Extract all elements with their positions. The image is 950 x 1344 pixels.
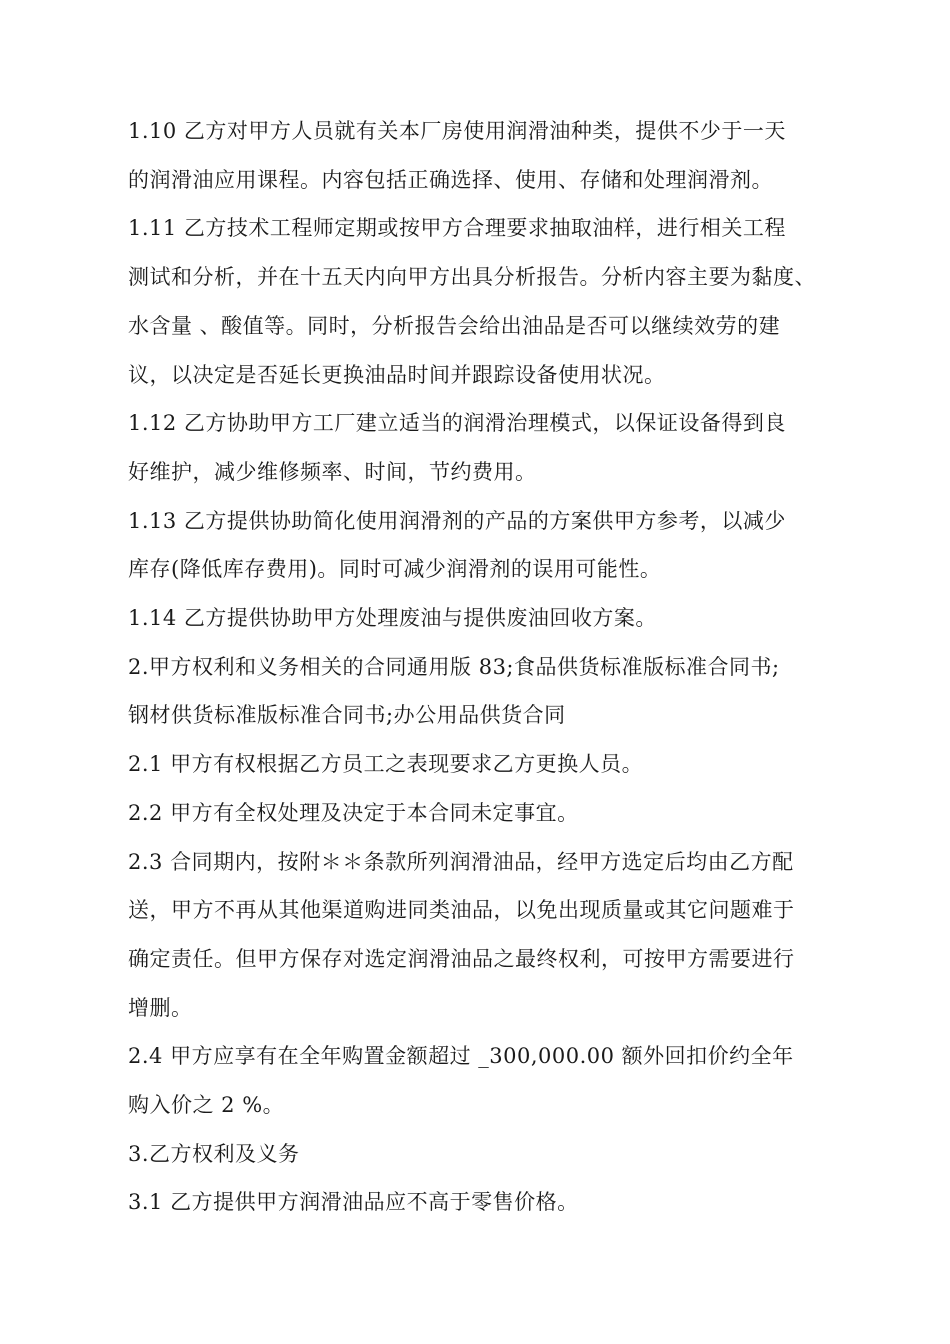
paragraph-2-4 xyxy=(128,1032,828,1129)
text-line: 购入价之 2 %。 xyxy=(128,1093,285,1118)
text-line: 1.14 乙方提供协助甲方处理废油与提供废油回收方案。 xyxy=(128,606,657,631)
text-line: 确定责任。但甲方保存对选定润滑油品之最终权利，可按甲方需要进行 xyxy=(128,946,795,971)
paragraph-2-1 xyxy=(128,740,828,789)
text-line: 议，以决定是否延长更换油品时间并跟踪设备使用状况。 xyxy=(128,362,666,387)
text-line: 的润滑油应用课程。内容包括正确选择、使用、存储和处理润滑剂。 xyxy=(128,167,773,192)
text-line: 1.10 乙方对甲方人员就有关本厂房使用润滑油种类，提供不少于一天 xyxy=(128,119,786,143)
text-line: 3.1 乙方提供甲方润滑油品应不高于零售价格。 xyxy=(128,1190,579,1215)
text-line: 1.11 乙方技术工程师定期或按甲方合理要求抽取油样，进行相关工程 xyxy=(128,216,786,241)
paragraph-3-1 xyxy=(128,1178,828,1227)
paragraph-2-3 xyxy=(128,838,828,1033)
paragraph-1-14 xyxy=(128,594,828,643)
text-line: 1.13 乙方提供协助简化使用润滑剂的产品的方案供甲方参考，以减少 xyxy=(128,508,786,533)
paragraph-1-13 xyxy=(128,497,828,594)
paragraph-1-12 xyxy=(128,399,828,496)
text-line: 2.2 甲方有全权处理及决定于本合同未定事宜。 xyxy=(128,800,579,825)
text-line: 2.3 合同期内，按附＊＊条款所列润滑油品，经甲方选定后均由乙方配 xyxy=(128,849,794,874)
text-line: 2.1 甲方有权根据乙方员工之表现要求乙方更换人员。 xyxy=(128,752,644,777)
paragraph-1-10 xyxy=(128,107,828,204)
text-line: 1.12 乙方协助甲方工厂建立适当的润滑治理模式，以保证设备得到良 xyxy=(128,411,786,436)
text-line: 2.甲方权利和义务相关的合同通用版 83;食品供货标准版标准合同书; xyxy=(128,654,780,679)
text-line: 好维护，减少维修频率、时间，节约费用。 xyxy=(128,459,537,484)
text-line: 送，甲方不再从其他渠道购进同类油品，以免出现质量或其它问题难于 xyxy=(128,898,795,923)
text-line: 2.4 甲方应享有在全年购置金额超过 _300,000.00 额外回扣价约全年 xyxy=(128,1044,794,1069)
text-line: 库存(降低库存费用)。同时可减少润滑剂的误用可能性。 xyxy=(128,557,662,582)
document-page xyxy=(128,107,828,1227)
text-line: 水含量 、酸值等。同时，分析报告会给出油品是否可以继续效劳的建 xyxy=(128,313,781,338)
text-line: 钢材供货标准版标准合同书;办公用品供货合同 xyxy=(128,703,566,728)
section-3-heading xyxy=(128,1130,828,1179)
paragraph-2-2 xyxy=(128,789,828,838)
text-line: 3.乙方权利及义务 xyxy=(128,1141,300,1166)
paragraph-1-11 xyxy=(128,204,828,399)
text-line: 测试和分析，并在十五天内向甲方出具分析报告。分析内容主要为黏度、 xyxy=(128,265,816,290)
text-line: 增删。 xyxy=(128,995,193,1020)
section-2-heading xyxy=(128,643,828,740)
